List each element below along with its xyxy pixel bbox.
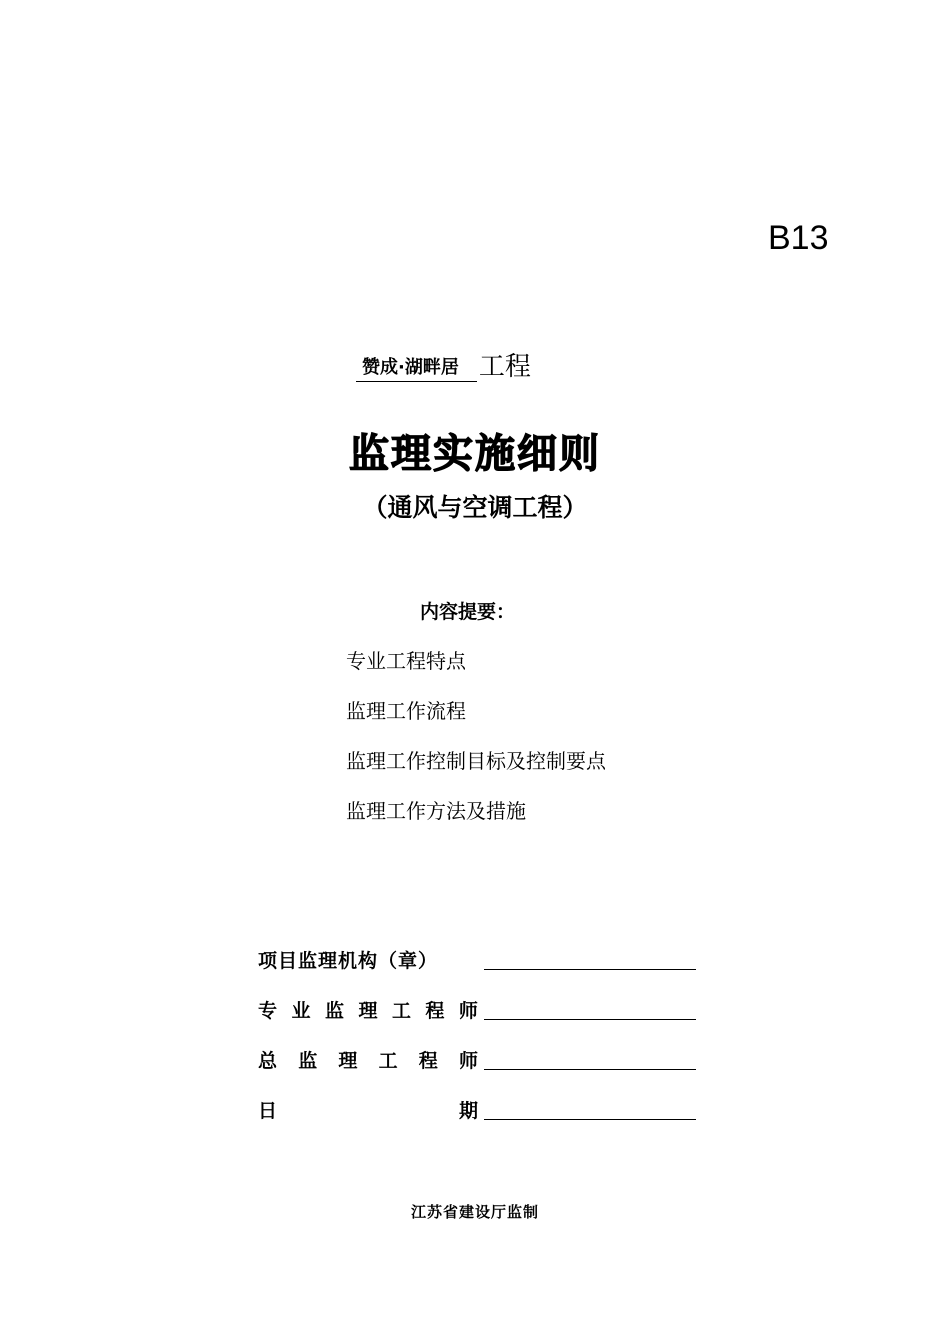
chief-engineer-label [258, 1046, 478, 1076]
org-seal-field[interactable] [484, 968, 696, 970]
chief-label-char: 工 [378, 1050, 398, 1072]
engineer-label-char: 专 [258, 1000, 278, 1022]
chief-label-char: 程 [418, 1050, 438, 1072]
org-seal-label-text: 项目监理机构（章） [258, 950, 439, 972]
chief-engineer-signature-field[interactable] [484, 1068, 696, 1070]
signature-block [258, 946, 708, 1146]
signature-row-engineer [258, 996, 708, 1046]
engineer-label-char: 业 [291, 1000, 311, 1022]
engineer-signature-field[interactable] [484, 1018, 696, 1020]
engineer-label-char: 监 [324, 1000, 344, 1022]
engineer-label-char: 工 [391, 1000, 411, 1022]
org-seal-label [258, 946, 478, 976]
chief-label-char: 理 [338, 1050, 358, 1072]
document-code: B13 [768, 219, 829, 257]
project-suffix: 工程 [478, 352, 531, 382]
summary-heading: 内容提要： [420, 601, 516, 623]
chief-label-char: 师 [458, 1050, 478, 1072]
issuer-footer: 江苏省建设厅监制 [410, 1203, 539, 1221]
date-field[interactable] [484, 1118, 696, 1120]
signature-row-chief [258, 1046, 708, 1096]
summary-list [346, 646, 606, 846]
chief-label-char: 监 [298, 1050, 318, 1072]
project-line [356, 346, 531, 382]
chief-label-char: 总 [258, 1050, 278, 1072]
summary-item: 监理工作方法及措施 [346, 799, 526, 823]
signature-row-date [258, 1096, 708, 1146]
signature-row-org [258, 946, 708, 996]
summary-item: 专业工程特点 [346, 649, 466, 673]
page-title: 监理实施细则 [349, 431, 601, 477]
page-subtitle: （通风与空调工程） [362, 493, 588, 522]
date-label-char: 日 [258, 1100, 278, 1122]
engineer-label-char: 程 [425, 1000, 445, 1022]
engineer-label-char: 师 [458, 1000, 478, 1022]
date-label-char: 期 [458, 1100, 478, 1122]
date-label [258, 1096, 478, 1126]
engineer-label [258, 996, 478, 1026]
engineer-label-char: 理 [358, 1000, 378, 1022]
summary-item: 监理工作控制目标及控制要点 [346, 749, 606, 773]
project-name: 赞成·湖畔居 [356, 357, 477, 382]
summary-item: 监理工作流程 [346, 699, 466, 723]
